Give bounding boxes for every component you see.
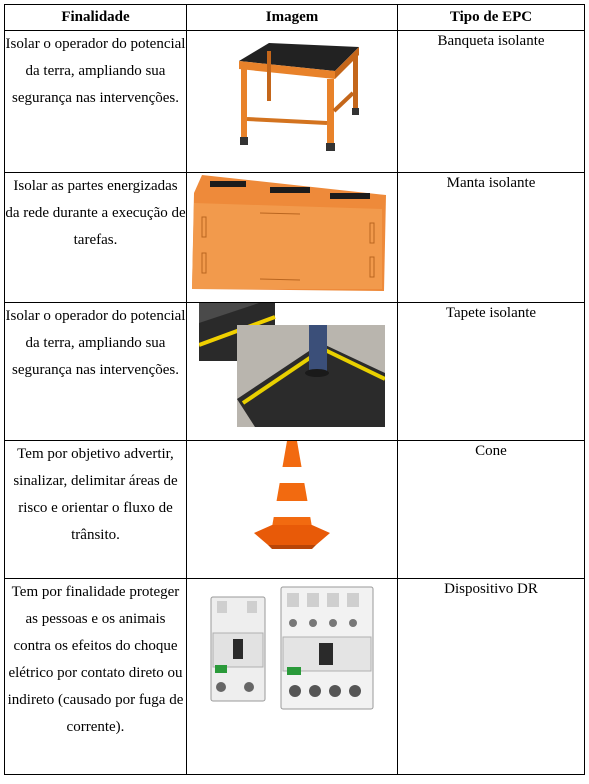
header-imagem: Imagem [187,5,398,31]
header-row [5,5,585,31]
header-finalidade: Finalidade [5,5,187,31]
tipo-cell: Dispositivo DR [398,579,585,775]
table-row [5,31,585,173]
rcd-large [281,587,373,709]
image-cell [187,579,398,775]
table-row [5,441,585,579]
finalidade-cell: Isolar o operador do potencial da terra, ampliando sua segurança nas intervenções. [5,303,187,441]
tipo-cell: Banqueta isolante [398,31,585,173]
epc-table [4,4,585,775]
finalidade-cell: Isolar as partes energizadas da rede durante a execução de tarefas. [5,173,187,303]
image-cell [187,31,398,173]
finalidade-cell: Tem por finalidade proteger as pessoas e os animais contra os efeitos do choque elétrico por contato direto ou indireto (causado por fuga de corrente). [5,579,187,775]
image-cell [187,441,398,579]
insulating-mat-image [199,303,385,427]
finalidade-cell: Tem por objetivo advertir, sinalizar, delimitar áreas de risco e orientar o fluxo de trânsito. [5,441,187,579]
image-cell [187,173,398,303]
insulating-stool-image [217,31,367,161]
rcd-small [211,597,265,701]
tipo-cell: Cone [398,441,585,579]
image-cell [187,303,398,441]
table-row [5,173,585,303]
table-row [5,579,585,775]
insulating-blanket-image [190,173,395,297]
finalidade-cell: Isolar o operador do potencial da terra, ampliando sua segurança nas intervenções. [5,31,187,173]
residual-current-device-image [207,583,377,713]
traffic-cone-image [252,441,332,551]
header-tipo: Tipo de EPC [398,5,585,31]
table-row [5,303,585,441]
tipo-cell: Manta isolante [398,173,585,303]
tipo-cell: Tapete isolante [398,303,585,441]
